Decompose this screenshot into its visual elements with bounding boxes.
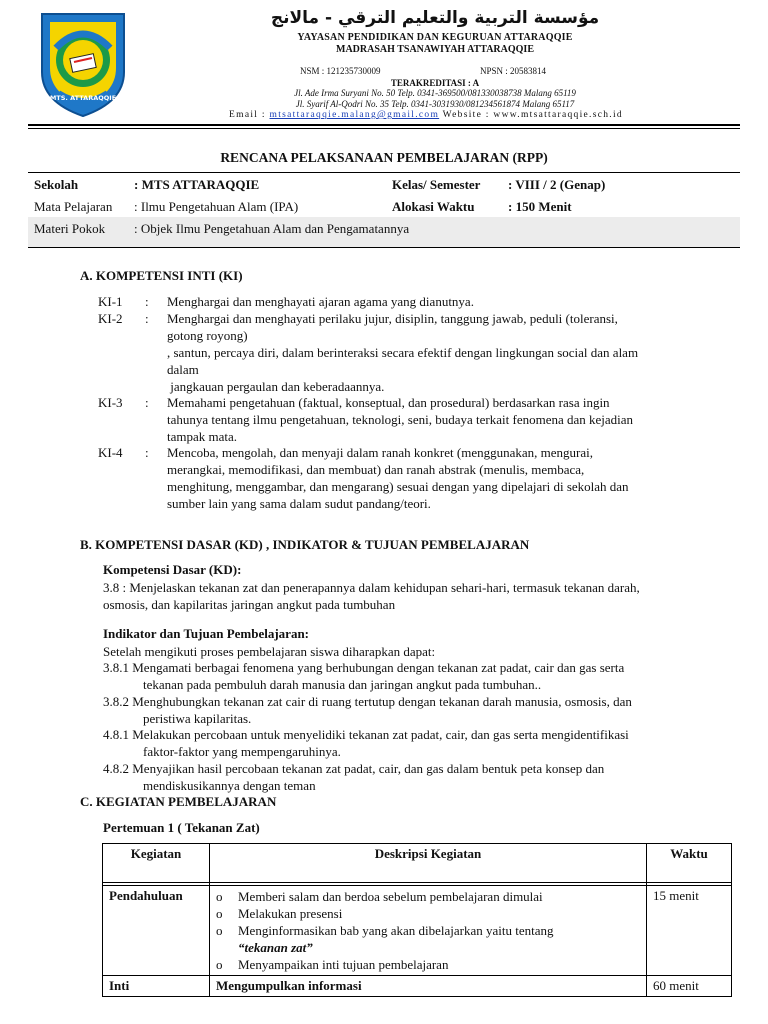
sekolah-value: : MTS ATTARAQQIE (134, 177, 260, 192)
letterhead-rule-thick (28, 124, 740, 126)
info-row-materi (28, 217, 740, 247)
arabic-foundation-name: مؤسسة التربية والتعليم الترقي - مالانج (270, 8, 600, 28)
info-table (28, 172, 740, 248)
header-deskripsi: Deskripsi Kegiatan (210, 844, 647, 883)
school-logo (36, 10, 130, 118)
kelas-value: : VIII / 2 (Genap) (508, 177, 606, 192)
info-row-sekolah (28, 173, 740, 195)
ki-4-line-3: menghitung, menggambar, dan mengarang) sesuai dengan yang dipelajari di sekolah dan (167, 479, 629, 494)
address-line-2: Jl. Syarif Al-Qodri No. 35 Telp. 0341-3031930/081234561874 Malang 65117 (295, 99, 575, 109)
list-item: o Melakukan presensi (216, 905, 640, 922)
materi-label: Materi Pokok (34, 221, 106, 236)
inti-label: Inti (103, 976, 210, 997)
ki-2-line-2: gotong royong) (167, 328, 248, 343)
header-kegiatan: Kegiatan (103, 844, 210, 883)
list-item: o Menyampaikan inti tujuan pembelajaran (216, 956, 640, 973)
pendahuluan-label: Pendahuluan (103, 886, 210, 976)
website-label: Website : (442, 110, 494, 120)
table-row-inti (103, 976, 732, 997)
ki-3-line-3: tampak mata. (167, 429, 238, 444)
info-bottom-border (28, 247, 740, 248)
ki-4-sep: : (145, 445, 149, 460)
ki-3-line-2: tahunya tentang ilmu pengetahuan, teknologi, seni, budaya terkait fenomena dan kejadian (167, 412, 634, 427)
ki-2-line-3: , santun, percaya diri, dalam berinteraksi secara efektif dengan lingkungan social dan alam (167, 345, 639, 360)
indicator-3-8-1: 3.8.1 Mengamati berbagai fenomena yang berhubungan dengan tekanan zat padat, cair dan gas serta (103, 660, 625, 675)
ki-4-line-2: merangkai, memodifikasi, dan membuat) dan ranah abstrak (menulis, membaca, (167, 462, 585, 477)
section-b-heading: B. KOMPETENSI DASAR (KD) , INDIKATOR & TUJUAN PEMBELAJARAN (80, 537, 530, 552)
contact-line (196, 110, 656, 120)
school-name: MADRASAH TSANAWIYAH ATTARAQQIE (336, 44, 534, 55)
kd-line-1: 3.8 : Menjelaskan tekanan zat dan penerapannya dalam kehidupan sehari-hari, termasuk tekanan darah, (103, 580, 640, 595)
foundation-name: YAYASAN PENDIDIKAN DAN KEGURUAN ATTARAQQIE (297, 32, 573, 43)
ki-2-line-1: Menghargai dan menghayati perilaku jujur, disiplin, tanggung jawab, peduli (toleransi, (167, 311, 618, 326)
ki-3-line-1: Memahami pengetahuan (faktual, konseptual, dan prosedural) berdasarkan rasa ingin (167, 395, 610, 410)
document-title: RENCANA PELAKSANAAN PEMBELAJARAN (RPP) (220, 150, 548, 165)
kd-line-2: osmosis, dan kapilaritas jaringan angkut pada tumbuhan (103, 597, 396, 612)
section-a-heading: A. KOMPETENSI INTI (KI) (80, 268, 243, 283)
ki-2-sep: : (145, 311, 149, 326)
ki-1-text: Menghargai dan menghayati ajaran agama yang dianutnya. (167, 294, 474, 309)
npsn-number: NPSN : 20583814 (480, 66, 547, 76)
info-row-mapel (28, 195, 740, 217)
list-item-text: Menginformasikan bab yang akan dibelajarkan yaitu tentang (238, 923, 554, 938)
ki-4-line-4: sumber lain yang sama dalam sudut pandang/teori. (167, 496, 431, 511)
sekolah-label: Sekolah (34, 177, 79, 192)
mapel-label: Mata Pelajaran (34, 199, 113, 214)
materi-value: : Objek Ilmu Pengetahuan Alam dan Pengamatannya (134, 221, 410, 236)
alokasi-label: Alokasi Waktu (392, 199, 475, 214)
indicator-3-8-1-cont: tekanan pada pembuluh darah manusia dan jaringan angkut pada tumbuhan.. (143, 677, 542, 692)
website-text: www.mtsattaraqqie.sch.id (493, 110, 623, 120)
pendahuluan-time: 15 menit (647, 886, 732, 976)
inti-time: 60 menit (647, 976, 732, 997)
list-item: o Memberi salam dan berdoa sebelum pembelajaran dimulai (216, 888, 640, 905)
email-label: Email : (229, 110, 270, 120)
ki-2-line-4: dalam (167, 362, 199, 377)
alokasi-value: : 150 Menit (508, 199, 572, 214)
ki-4-line-1: Mencoba, mengolah, dan menyaji dalam ranah konkret (menggunakan, mengurai, (167, 445, 593, 460)
nsm-number: NSM : 121235730009 (300, 66, 381, 76)
indicator-heading: Indikator dan Tujuan Pembelajaran: (103, 626, 310, 641)
list-item (216, 922, 640, 956)
indicator-4-8-1-cont: faktor-faktor yang mempengaruhinya. (143, 744, 341, 759)
indicator-4-8-1: 4.8.1 Melakukan percobaan untuk menyelidiki tekanan zat padat, cair, dan gas serta mengidentifikasi (103, 727, 629, 742)
indicator-intro: Setelah mengikuti proses pembelajaran siswa diharapkan dapat: (103, 644, 436, 659)
ki-4-code: KI-4 (98, 445, 123, 460)
pendahuluan-description (210, 886, 647, 976)
indicator-4-8-2: 4.8.2 Menyajikan hasil percobaan tekanan zat padat, cair, dan gas dalam bentuk peta konsep dan (103, 761, 605, 776)
email-link[interactable]: mtsattaraqqie.malang@gmail.com (269, 110, 440, 120)
inti-description: Mengumpulkan informasi (210, 976, 647, 997)
section-c-heading: C. KEGIATAN PEMBELAJARAN (80, 794, 277, 809)
pertemuan-heading: Pertemuan 1 ( Tekanan Zat) (103, 820, 260, 835)
table-row-pendahuluan (103, 886, 732, 976)
mapel-value: : Ilmu Pengetahuan Alam (IPA) (134, 199, 299, 214)
ki-1-code: KI-1 (98, 294, 123, 309)
kelas-label: Kelas/ Semester (392, 177, 481, 192)
ki-1-sep: : (145, 294, 149, 309)
indicator-3-8-2-cont: peristiwa kapilaritas. (143, 711, 252, 726)
logo-text: MTS. ATTARAQQIE (49, 94, 117, 102)
indicator-4-8-2-cont: mendiskusikannya dengan teman (143, 778, 316, 793)
activity-table-header (103, 844, 732, 883)
accreditation: TERAKREDITASI : A (390, 78, 480, 88)
activity-table (102, 843, 732, 997)
kd-heading: Kompetensi Dasar (KD): (103, 562, 242, 577)
ki-2-line-5: jangkauan pergaulan dan keberadaannya. (167, 379, 385, 394)
topic-emphasis: “tekanan zat” (238, 940, 313, 955)
indicator-3-8-2: 3.8.2 Menghubungkan tekanan zat cair di ruang tertutup dengan tekanan darah manusia, osmosis, dan (103, 694, 632, 709)
ki-3-code: KI-3 (98, 395, 123, 410)
ki-3-sep: : (145, 395, 149, 410)
address-line-1: Jl. Ade Irma Suryani No. 50 Telp. 0341-369500/081330038738 Malang 65119 (294, 88, 576, 98)
letterhead-rule-thin (28, 128, 740, 129)
ki-2-code: KI-2 (98, 311, 123, 326)
header-waktu: Waktu (647, 844, 732, 883)
